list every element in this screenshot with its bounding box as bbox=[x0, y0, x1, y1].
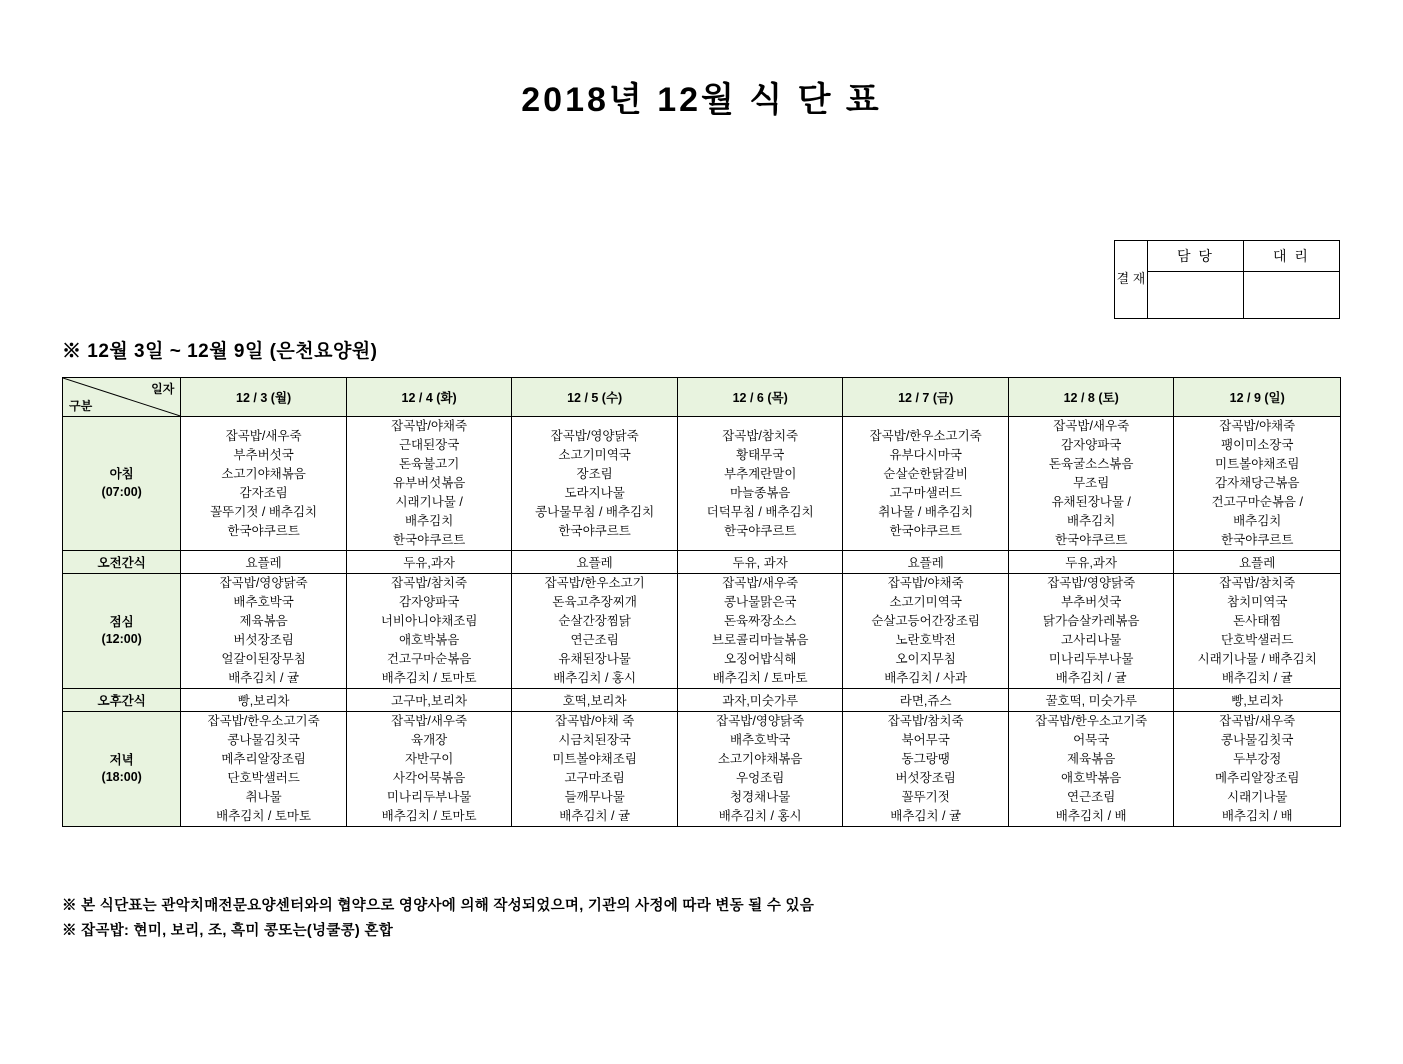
day-header-1: 12 / 3 (월) bbox=[181, 378, 347, 417]
cell-afternoon-snack-day1: 빵,보리차 bbox=[181, 689, 347, 712]
day-header-4: 12 / 6 (목) bbox=[677, 378, 843, 417]
page-title: 2018년 12월 식 단 표 bbox=[521, 81, 882, 119]
cell-lunch-day2: 잡곡밥/참치죽 감자양파국 너비아니야채조림 애호박볶음 건고구마순볶음 배추김치 / 토마토 bbox=[346, 574, 512, 689]
day-header-3: 12 / 5 (수) bbox=[512, 378, 678, 417]
footnote-2: ※ 잡곡밥: 현미, 보리, 조, 흑미 콩또는(넝쿨콩) 혼합 bbox=[62, 923, 393, 940]
approval-box bbox=[1114, 240, 1340, 319]
cell-breakfast-day7: 잡곡밥/야채죽 팽이미소장국 미트볼야채조림 감자채당근볶음 건고구마순볶음 / 배추김치 한국야쿠르트 bbox=[1174, 417, 1341, 551]
cell-dinner-day4: 잡곡밥/영양닭죽 배추호박국 소고기야채볶음 우엉조림 청경채나물 배추김치 / 홍시 bbox=[677, 712, 843, 827]
cell-breakfast-day4: 잡곡밥/참치죽 황태무국 부추계란말이 마늘종볶음 더덕무침 / 배추김치 한국야쿠르트 bbox=[677, 417, 843, 551]
table-row bbox=[63, 574, 1341, 689]
menu-table bbox=[62, 377, 1341, 827]
corner-date-label: 일자 bbox=[151, 382, 175, 396]
cell-morning-snack-day6: 두유,과자 bbox=[1008, 551, 1174, 574]
cell-breakfast-day1: 잡곡밥/새우죽 부추버섯국 소고기야채볶음 감자조림 꼴뚜기젓 / 배추김치 한국야쿠르트 bbox=[181, 417, 347, 551]
cell-morning-snack-day5: 요플레 bbox=[843, 551, 1009, 574]
cell-dinner-day2: 잡곡밥/새우죽 육개장 자반구이 사각어묵볶음 미나리두부나물 배추김치 / 토마토 bbox=[346, 712, 512, 827]
cell-dinner-day7: 잡곡밥/새우죽 콩나물김칫국 두부강정 메추리알장조림 시래기나물 배추김치 / 배 bbox=[1174, 712, 1341, 827]
table-row bbox=[63, 712, 1341, 827]
table-corner-header bbox=[63, 378, 181, 417]
cell-breakfast-day3: 잡곡밥/영양닭죽 소고기미역국 장조림 도라지나물 콩나물무침 / 배추김치 한국야쿠르트 bbox=[512, 417, 678, 551]
cell-dinner-day5: 잡곡밥/참치죽 북어무국 동그랑땡 버섯장조림 꼴뚜기젓 배추김치 / 귤 bbox=[843, 712, 1009, 827]
table-row bbox=[63, 551, 1341, 574]
day-header-5: 12 / 7 (금) bbox=[843, 378, 1009, 417]
cell-morning-snack-day4: 두유, 과자 bbox=[677, 551, 843, 574]
footnotes bbox=[62, 894, 814, 945]
document-page bbox=[0, 72, 1403, 1064]
row-label-breakfast bbox=[63, 417, 181, 551]
cell-afternoon-snack-day7: 빵,보리차 bbox=[1174, 689, 1341, 712]
approval-label: 결 재 bbox=[1115, 241, 1148, 319]
cell-morning-snack-day1: 요플레 bbox=[181, 551, 347, 574]
approval-column-header-1: 담 당 bbox=[1148, 241, 1244, 272]
cell-lunch-day3: 잡곡밥/한우소고기 돈육고추장찌개 순살간장찜닭 연근조림 유채된장나물 배추김치 / 홍시 bbox=[512, 574, 678, 689]
cell-afternoon-snack-day6: 꿀호떡, 미숫가루 bbox=[1008, 689, 1174, 712]
cell-lunch-day5: 잡곡밥/야채죽 소고기미역국 순살고등어간장조림 노란호박전 오이지무침 배추김치 / 사과 bbox=[843, 574, 1009, 689]
cell-breakfast-day5: 잡곡밥/한우소고기죽 유부다시마국 순살순한닭갈비 고구마샐러드 취나물 / 배추김치 한국야쿠르트 bbox=[843, 417, 1009, 551]
table-row bbox=[63, 417, 1341, 551]
day-header-7: 12 / 9 (일) bbox=[1174, 378, 1341, 417]
cell-afternoon-snack-day3: 호떡,보리차 bbox=[512, 689, 678, 712]
corner-division-label: 구분 bbox=[69, 399, 93, 413]
cell-afternoon-snack-day5: 라면,쥬스 bbox=[843, 689, 1009, 712]
row-label-lunch-name: 점심 bbox=[109, 614, 134, 629]
table-row bbox=[63, 689, 1341, 712]
cell-lunch-day6: 잡곡밥/영양닭죽 부추버섯국 닭가슴살카레볶음 고사리나물 미나리두부나물 배추김치 / 귤 bbox=[1008, 574, 1174, 689]
cell-morning-snack-day7: 요플레 bbox=[1174, 551, 1341, 574]
cell-lunch-day7: 잡곡밥/참치죽 참치미역국 돈사태찜 단호박샐러드 시래기나물 / 배추김치 배추김치 / 귤 bbox=[1174, 574, 1341, 689]
cell-dinner-day3: 잡곡밥/야채 죽 시금치된장국 미트볼야채조림 고구마조림 들깨무나물 배추김치 / 귤 bbox=[512, 712, 678, 827]
row-label-dinner bbox=[63, 712, 181, 827]
date-range-subtitle: ※ 12월 3일 ~ 12월 9일 (은천요양원) bbox=[62, 341, 378, 362]
cell-afternoon-snack-day2: 고구마,보리차 bbox=[346, 689, 512, 712]
cell-breakfast-day6: 잡곡밥/새우죽 감자양파국 돈육굴소스볶음 무조림 유채된장나물 / 배추김치 한국야쿠르트 bbox=[1008, 417, 1174, 551]
cell-morning-snack-day3: 요플레 bbox=[512, 551, 678, 574]
cell-afternoon-snack-day4: 과자,미숫가루 bbox=[677, 689, 843, 712]
cell-dinner-day1: 잡곡밥/한우소고기죽 콩나물김칫국 메추리알장조림 단호박샐러드 취나물 배추김치 / 토마토 bbox=[181, 712, 347, 827]
row-label-dinner-time: (18:00) bbox=[101, 770, 142, 784]
row-label-morning-snack: 오전간식 bbox=[63, 551, 181, 574]
cell-morning-snack-day2: 두유,과자 bbox=[346, 551, 512, 574]
row-label-lunch bbox=[63, 574, 181, 689]
day-header-2: 12 / 4 (화) bbox=[346, 378, 512, 417]
day-header-6: 12 / 8 (토) bbox=[1008, 378, 1174, 417]
row-label-breakfast-name: 아침 bbox=[109, 467, 134, 481]
cell-lunch-day1: 잡곡밥/영양닭죽 배추호박국 제육볶음 버섯장조림 얼갈이된장무침 배추김치 / 귤 bbox=[181, 574, 347, 689]
cell-lunch-day4: 잡곡밥/새우죽 콩나물맑은국 돈육짜장소스 브로콜리마늘볶음 오징어밥식해 배추김치 / 토마토 bbox=[677, 574, 843, 689]
cell-dinner-day6: 잡곡밥/한우소고기죽 어묵국 제육볶음 애호박볶음 연근조림 배추김치 / 배 bbox=[1008, 712, 1174, 827]
approval-signature-cell-2[interactable] bbox=[1244, 272, 1340, 319]
approval-signature-cell-1[interactable] bbox=[1148, 272, 1244, 319]
approval-column-header-2: 대 리 bbox=[1244, 241, 1340, 272]
row-label-dinner-name: 저녁 bbox=[109, 752, 134, 767]
row-label-lunch-time: (12:00) bbox=[101, 632, 142, 646]
footnote-1: ※ 본 식단표는 관악치매전문요양센터와의 협약으로 영양사에 의해 작성되었으며, 기관의 사정에 따라 변동 될 수 있음 bbox=[62, 898, 815, 914]
cell-breakfast-day2: 잡곡밥/야채죽 근대된장국 돈육불고기 유부버섯볶음 시래기나물 / 배추김치 한국야쿠르트 bbox=[346, 417, 512, 551]
row-label-afternoon-snack: 오후간식 bbox=[63, 689, 181, 712]
row-label-breakfast-time: (07:00) bbox=[101, 484, 142, 499]
